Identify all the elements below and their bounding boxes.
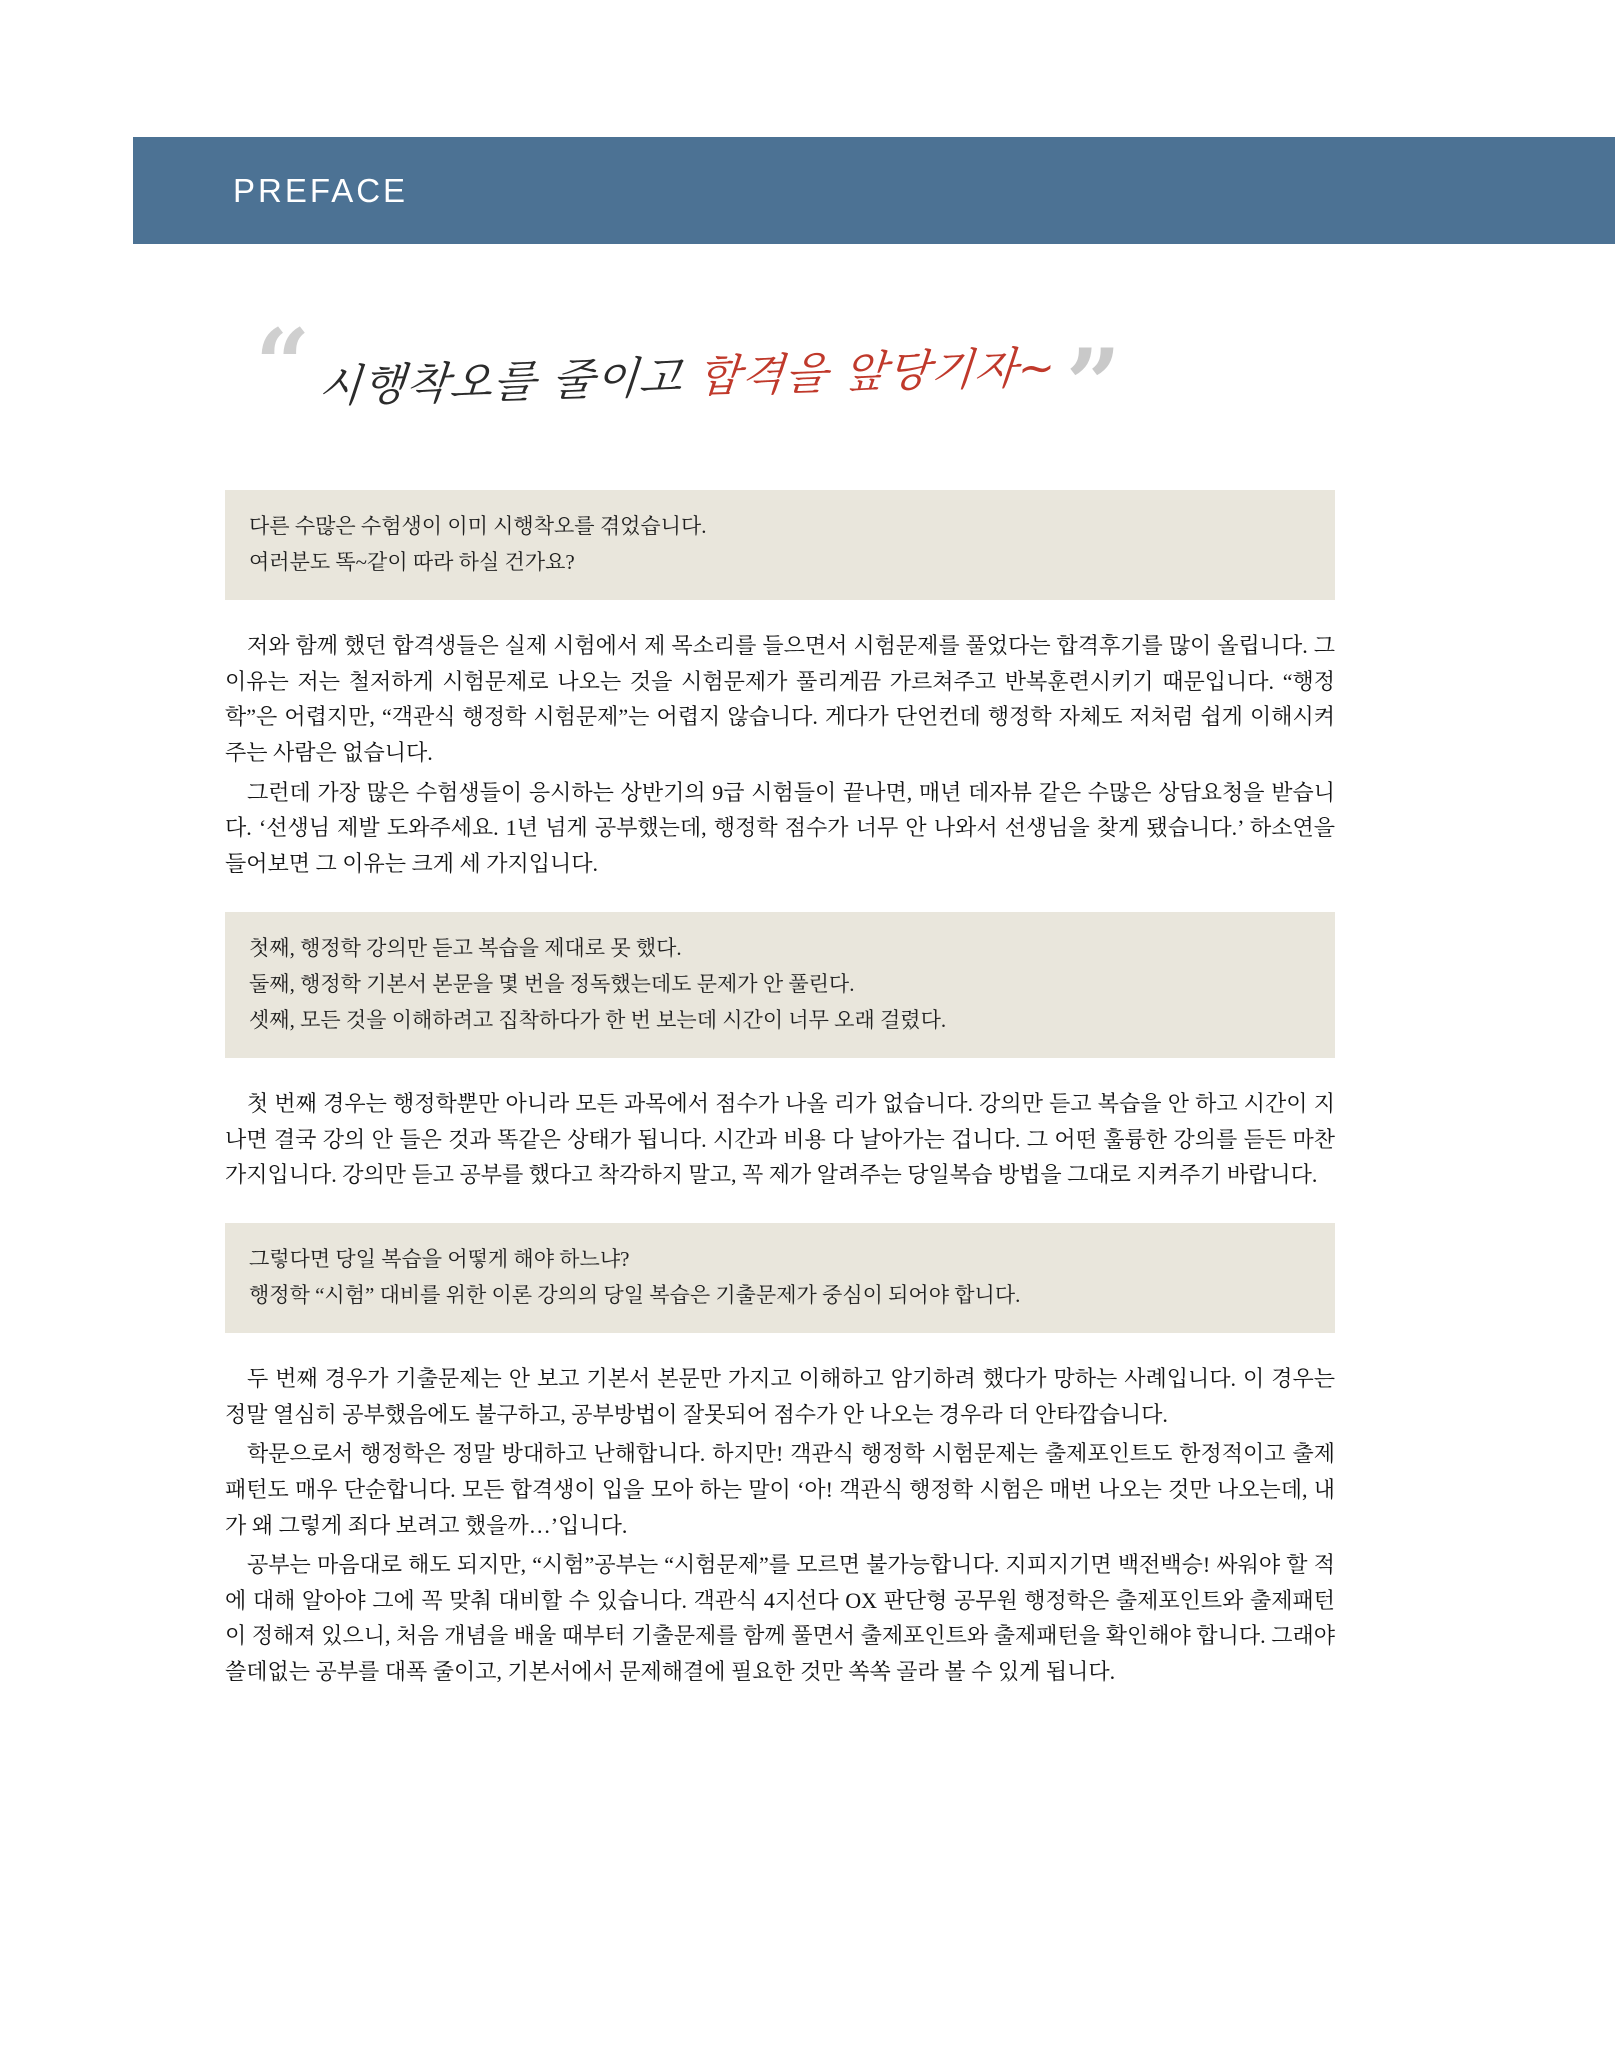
paragraph: 저와 함께 했던 합격생들은 실제 시험에서 제 목소리를 들으면서 시험문제를 풀었다는 합격후기를 많이 올립니다. 그 이유는 저는 철저하게 시험문제로 나오는 것을 시험문제가 풀리게끔 가르쳐주고 반복훈련시키기 때문입니다. “행정학”은 어렵지만, “객관식 행정학 시험문제”는 어렵지 않습니다. 게다가 단언컨데 행정학 자체도 저처럼 쉽게 이해시켜주는 사람은 없습니다. [225,633,1335,766]
pull-quote [133,308,1243,441]
paragraph: 두 번째 경우가 기출문제는 안 보고 기본서 본문만 가지고 이해하고 암기하려 했다가 망하는 사례입니다. 이 경우는 정말 열심히 공부했음에도 불구하고, 공부방법이 잘못되어 점수가 안 나오는 경우라 더 안타깝습니다. [225,1366,1335,1427]
paragraph: 그런데 가장 많은 수험생들이 응시하는 상반기의 9급 시험들이 끝나면, 매년 데자뷰 같은 수많은 상담요청을 받습니다. ‘선생님 제발 도와주세요. 1년 넘게 공부했는데, 행정학 점수가 너무 안 나와서 선생님을 찾게 됐습니다.’ 하소연을 들어보면 그 이유는 크게 세 가지입니다. [225,779,1335,876]
quote-open-mark: “ [255,308,311,421]
callout-line: 여러분도 똑~같이 따라 하실 건가요? [249,550,575,575]
callout-line: 그렇다면 당일 복습을 어떻게 해야 하느냐? [249,1246,630,1271]
quote-text-red: 합격을 앞당기자~ [695,342,1059,403]
quote-close-mark: ” [1065,328,1121,441]
callout-line: 다른 수많은 수험생이 이미 시행착오를 겪었습니다. [249,514,707,538]
callout-box [225,1223,1335,1333]
callout-line: 셋째, 모든 것을 이해하려고 집착하다가 한 번 보는데 시간이 너무 오래 걸렸다. [249,1007,947,1032]
page-title: PREFACE [233,172,409,209]
paragraph: 첫 번째 경우는 행정학뿐만 아니라 모든 과목에서 점수가 나올 리가 없습니다. 강의만 듣고 복습을 안 하고 시간이 지나면 결국 강의 안 들은 것과 똑같은 상태가 됩니다. 시간과 비용 다 날아가는 겁니다. 그 어떤 훌륭한 강의를 듣든 마찬가지입니다. 강의만 듣고 공부를 했다고 착각하지 말고, 꼭 제가 알려주는 당일복습 방법을 그대로 지켜주기 바랍니다. [225,1090,1335,1188]
paragraph: 공부는 마음대로 해도 되지만, “시험”공부는 “시험문제”를 모르면 불가능합니다. 지피지기면 백전백승! 싸워야 할 적에 대해 알아야 그에 꼭 맞춰 대비할 수 있습니다. 객관식 4지선다 OX 판단형 공무원 행정학은 출제포인트와 출제패턴이 정해져 있으니, 처음 개념을 배울 때부터 기출문제를 함께 풀면서 출제포인트와 출제패턴을 확인해야 합니다. 그래야 쓸데없는 공부를 대폭 줄이고, 기본서에서 문제해결에 필요한 것만 쏙쏙 골라 볼 수 있게 됩니다. [225,1552,1335,1685]
quote-text-black: 시행착오를 줄이고 [317,352,685,413]
callout-line: 둘째, 행정학 기본서 본문을 몇 번을 정독했는데도 문제가 안 풀린다. [249,971,855,996]
callout-line: 행정학 “시험” 대비를 위한 이론 강의의 당일 복습은 기출문제가 중심이 되어야 합니다. [249,1282,1021,1307]
quote-text [307,331,1069,415]
callout-box [225,912,1335,1058]
preface-body [225,490,1335,1694]
paragraph: 학문으로서 행정학은 정말 방대하고 난해합니다. 하지만! 객관식 행정학 시험문제는 출제포인트도 한정적이고 출제패턴도 매우 단순합니다. 모든 합격생이 입을 모아 하는 말이 ‘아! 객관식 행정학 시험은 매번 나오는 것만 나오는데, 내가 왜 그렇게 죄다 보려고 했을까…’입니다. [225,1441,1335,1538]
callout-box [225,490,1335,600]
callout-line: 첫째, 행정학 강의만 듣고 복습을 제대로 못 했다. [249,935,682,960]
